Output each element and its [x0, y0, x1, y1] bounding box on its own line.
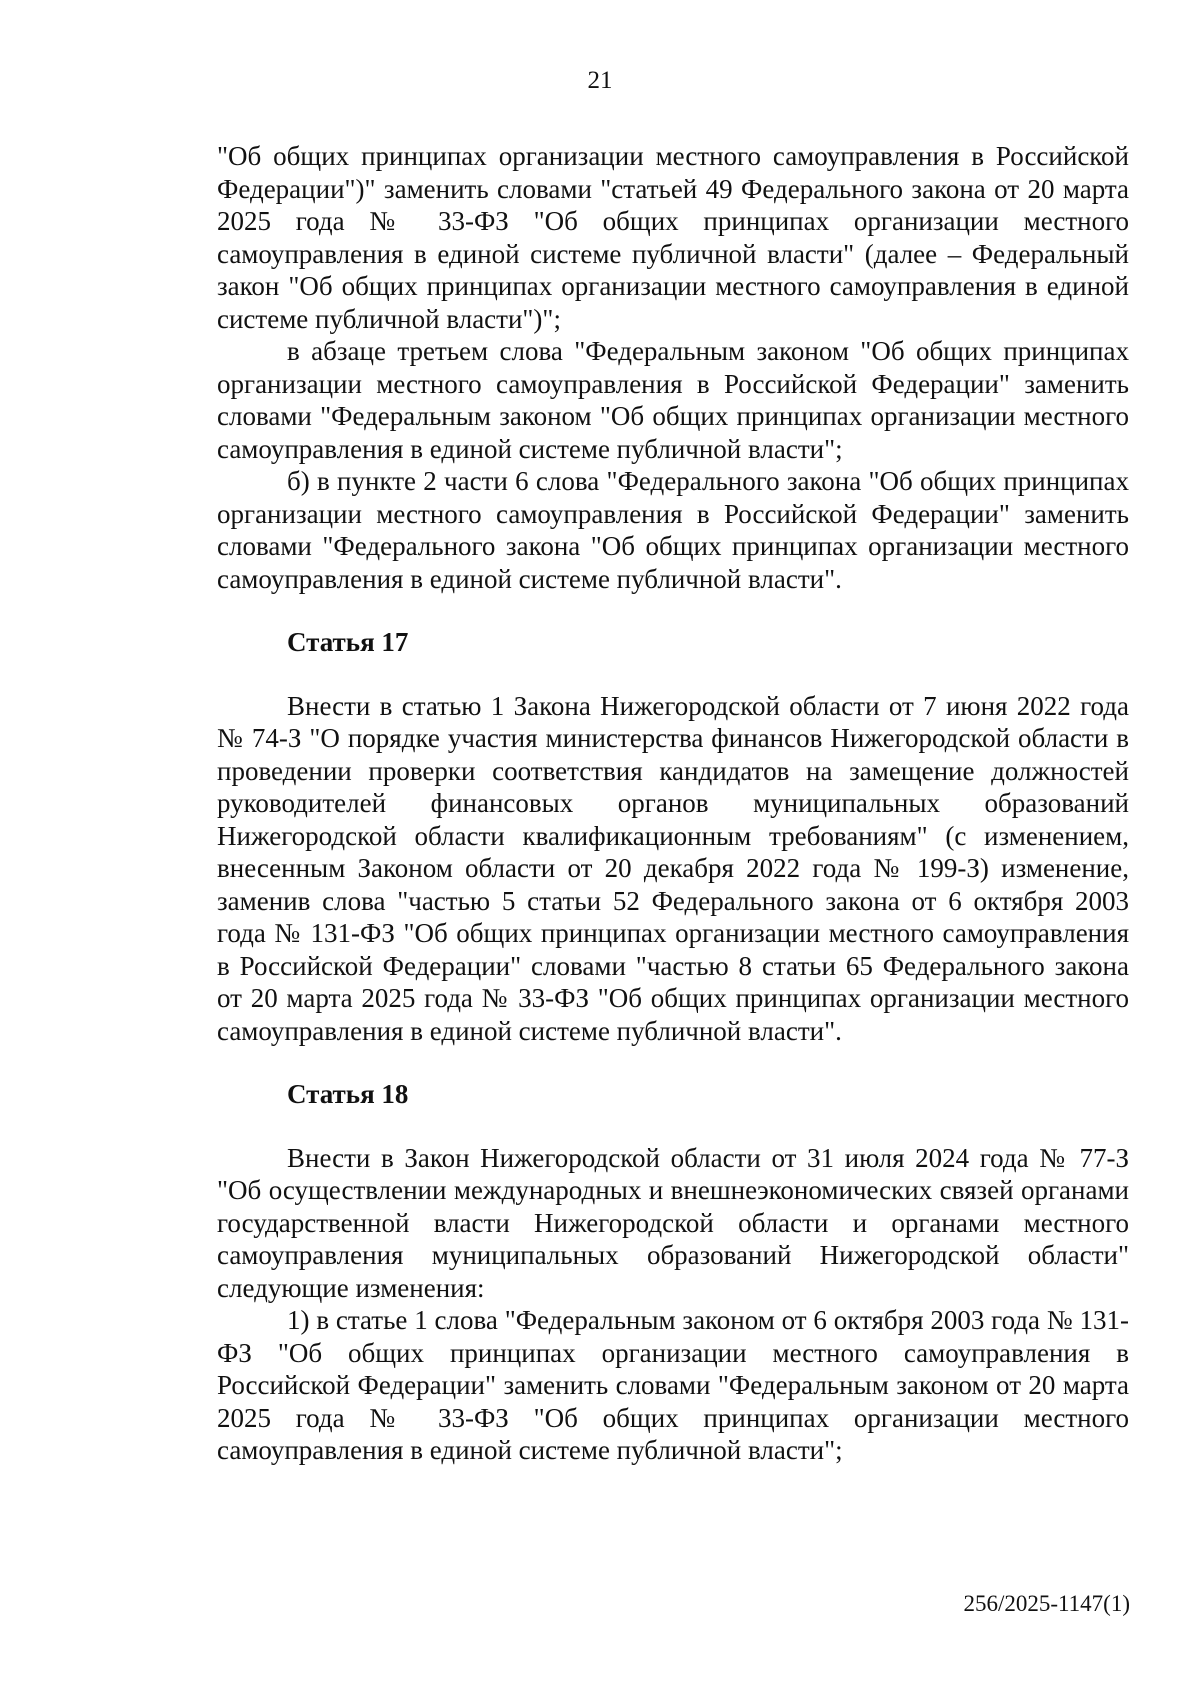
- article-18-heading: Статья 18: [287, 1079, 409, 1109]
- paragraph-continuation: "Об общих принципах организации местного самоуправления в Российской Федерации")" заменить словами "статьей 49 Федерального закона от 20 марта 2025 года № 33-ФЗ "Об общих принципах организации местного самоуправления в единой системе публичной власти" (далее – Федеральный закон "Об общих принципах организации местного самоуправления в единой системе публичной власти")";: [217, 141, 1129, 334]
- article-18-intro: Внести в Закон Нижегородской области от 31 июля 2024 года № 77-З "Об осуществлении международных и внешнеэкономических связей органами государственной власти Нижегородской области и органами местного самоуправления муниципальных образований Нижегородской области" следующие изменения:: [217, 1142, 1129, 1303]
- article-18-item-1: 1) в статье 1 слова "Федеральным законом от 6 октября 2003 года № 131-ФЗ "Об общих принципах организации местного самоуправления в Российской Федерации" заменить словами "Федеральным законом от 20 марта 2025 года № 33-ФЗ "Об общих принципах организации местного самоуправления в единой системе публичной власти";: [217, 1305, 1129, 1465]
- paragraph-abzac-tretiy: в абзаце третьем слова "Федеральным законом "Об общих принципах организации местного самоуправления в Российской Федерации" заменить словами "Федеральным законом "Об общих принципах организации местного самоуправления в единой системе публичной власти";: [217, 336, 1129, 464]
- article-17-heading: Статья 17: [287, 627, 409, 657]
- article-17-text: Внести в статью 1 Закона Нижегородской области от 7 июня 2022 года № 74-З "О порядке участия министерства финансов Нижегородской области в проведении проверки соответствия кандидатов на замещение должностей руководителей финансовых органов муниципальных образований Нижегородской области квалификационным требованиям" (с изменением, внесенным Законом области от 20 декабря 2022 года № 199-З) изменение, заменив слова "частью 5 статьи 52 Федерального закона от 6 октября 2003 года № 131-ФЗ "Об общих принципах организации местного самоуправления в Российской Федерации" словами "частью 8 статьи 65 Федерального закона от 20 марта 2025 года № 33-ФЗ "Об общих принципах организации местного самоуправления в единой системе публичной власти".: [217, 690, 1129, 1046]
- page-number: 21: [587, 67, 613, 94]
- document-body: [217, 140, 1129, 1467]
- paragraph-punkt-b: б) в пункте 2 части 6 слова "Федерального закона "Об общих принципах организации местного самоуправления в Российской Федерации" заменить словами "Федерального закона "Об общих принципах организации местного самоуправления в единой системе публичной власти".: [217, 466, 1129, 594]
- document-code: 256/2025-1147(1): [963, 1591, 1130, 1616]
